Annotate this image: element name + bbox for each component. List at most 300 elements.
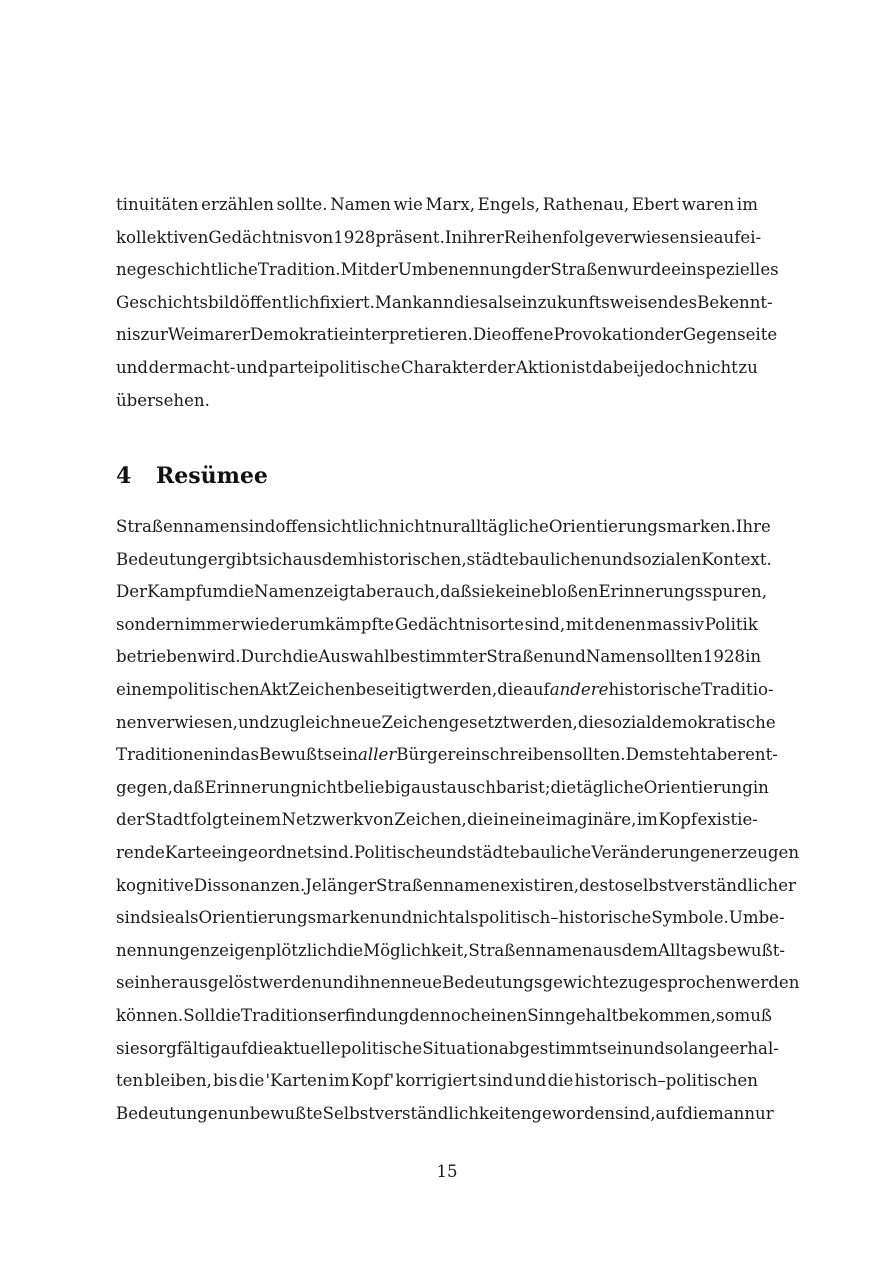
text-line xyxy=(116,1033,779,1066)
word: alltägliche xyxy=(460,517,549,536)
word: Umbe- xyxy=(728,908,785,928)
word: die xyxy=(215,1005,241,1025)
word: sich xyxy=(258,549,293,569)
word: bestimmter xyxy=(389,647,487,667)
word: beliebig xyxy=(343,777,412,797)
section-heading xyxy=(116,456,268,496)
text-line xyxy=(116,385,758,418)
word: historischen, xyxy=(357,549,467,569)
word: ein xyxy=(671,260,697,280)
word: einen xyxy=(480,1005,528,1025)
word: sollten xyxy=(646,647,703,667)
word: ei- xyxy=(740,227,762,247)
word: zur xyxy=(140,325,168,345)
word: abgestimmt xyxy=(498,1038,599,1058)
word: zugleich xyxy=(269,712,341,732)
word: und xyxy=(601,549,634,569)
word: erzeugen xyxy=(720,842,800,862)
word: existie- xyxy=(697,810,758,830)
word: zukunftsweisendes xyxy=(537,292,698,312)
word: von xyxy=(303,227,334,247)
word: wieder xyxy=(240,614,298,634)
word: Traditio- xyxy=(701,679,774,699)
word: offene xyxy=(501,325,554,345)
word: Durch xyxy=(240,647,293,667)
word: lange xyxy=(683,1038,730,1058)
word: aus xyxy=(592,940,622,960)
text-line xyxy=(116,641,762,674)
word: nur xyxy=(744,1103,774,1123)
word: der xyxy=(521,260,551,280)
word: auf xyxy=(220,1038,248,1058)
word: Reihenfolge xyxy=(503,227,605,247)
word: daß xyxy=(172,777,205,797)
word: Aktion xyxy=(515,357,571,377)
word: steht xyxy=(664,745,707,765)
text-line xyxy=(116,222,762,255)
word: massiv xyxy=(646,614,705,634)
word: nis xyxy=(116,325,141,345)
word: Kampf xyxy=(147,582,202,602)
word: städtebaulichen xyxy=(466,549,602,569)
word: so xyxy=(664,1038,684,1058)
word: Kopf' xyxy=(350,1071,395,1091)
word: erzählen xyxy=(201,195,274,214)
text-line xyxy=(116,609,758,642)
text-line xyxy=(116,287,773,320)
word: Kontext. xyxy=(701,549,772,569)
word: auch, xyxy=(394,582,440,602)
word: unbewußte xyxy=(228,1103,323,1123)
word: Dissonanzen. xyxy=(193,875,306,895)
word: In xyxy=(444,227,463,247)
word: Erinnerungsspuren, xyxy=(598,582,768,602)
word: Umbenennung xyxy=(397,260,522,280)
word: nicht xyxy=(695,357,738,377)
word: austauschbar xyxy=(411,777,525,797)
word: sind xyxy=(478,1071,514,1091)
word: Demokratie xyxy=(250,325,349,345)
word: geschichtliche xyxy=(136,260,258,280)
word: gegen, xyxy=(116,777,173,797)
word: dem xyxy=(321,549,358,569)
word: Politische xyxy=(354,842,436,862)
word: Auswahl xyxy=(318,647,390,667)
word: Mit xyxy=(340,260,370,280)
text-line xyxy=(116,511,771,544)
word: Bewußtsein xyxy=(259,745,359,765)
word: Sinngehalt xyxy=(527,1005,619,1025)
text-line xyxy=(116,739,778,772)
word: Gegenseite xyxy=(682,325,778,345)
word: und xyxy=(321,973,354,993)
word: umkämpfte xyxy=(298,614,395,634)
word: einem xyxy=(229,810,282,830)
word: in xyxy=(493,810,510,830)
word: Straßen xyxy=(550,260,618,280)
word: dies xyxy=(453,292,489,312)
word: ist; xyxy=(524,777,551,797)
section-number: 4 xyxy=(116,463,132,489)
word: Weimarer xyxy=(167,325,251,345)
word: Charakter xyxy=(400,357,487,377)
word: muß xyxy=(734,1005,773,1025)
word: 'Karten xyxy=(265,1071,328,1091)
word: Orientierungsmarken. xyxy=(548,517,736,536)
text-line xyxy=(116,674,774,707)
word: von xyxy=(363,810,394,830)
word: historische xyxy=(608,679,702,699)
word: können. xyxy=(116,1005,184,1025)
word: und xyxy=(237,712,270,732)
word: sollten. xyxy=(563,745,626,765)
word: Situation xyxy=(422,1038,499,1058)
word: Engels, xyxy=(477,195,541,214)
word: der xyxy=(148,357,177,377)
word: ten xyxy=(116,1071,144,1091)
word: Stadt xyxy=(144,810,191,830)
word: rende xyxy=(116,842,165,862)
word: politischen xyxy=(167,679,260,699)
text-line xyxy=(116,902,785,935)
word: kollektiven xyxy=(116,227,209,247)
word: nen xyxy=(116,712,148,732)
word: tinuitäten xyxy=(116,195,199,214)
word: Provokation xyxy=(553,325,655,345)
text-line xyxy=(116,837,800,870)
word: werden xyxy=(258,973,322,993)
word: interpretieren. xyxy=(348,325,473,345)
word: und xyxy=(235,357,268,377)
word: Soll xyxy=(183,1005,216,1025)
word: politisch–historische xyxy=(478,908,652,928)
word: Erinnerung xyxy=(204,777,301,797)
word: man xyxy=(708,1103,745,1123)
word: zeigen xyxy=(210,940,266,960)
word: auf xyxy=(713,227,741,247)
word: werden, xyxy=(428,679,498,699)
word: in xyxy=(213,745,230,765)
word: und xyxy=(553,647,586,667)
word: wie xyxy=(393,195,423,214)
word: Traditionen xyxy=(116,745,214,765)
word: der xyxy=(369,260,398,280)
word: aber xyxy=(706,745,746,765)
word: nennungen xyxy=(116,940,211,960)
word: der xyxy=(654,325,683,345)
word: eingeordnet xyxy=(211,842,314,862)
word: die xyxy=(337,940,364,960)
text-line xyxy=(116,772,769,805)
word: aber xyxy=(355,582,395,602)
text-line xyxy=(116,352,758,385)
word: Orientierungsmarken xyxy=(198,908,381,928)
word: werden, xyxy=(509,712,578,732)
word: tägliche xyxy=(576,777,644,797)
word: Orientierung xyxy=(643,777,753,797)
word: Kopf xyxy=(658,810,698,830)
text-line xyxy=(116,1098,774,1131)
word: betrieben xyxy=(116,647,198,667)
word: werden xyxy=(736,973,800,993)
word: Straßen xyxy=(486,647,554,667)
word: existiren, xyxy=(500,875,580,895)
word: Zeichen, xyxy=(394,810,467,830)
word: Straßennamen xyxy=(376,875,501,895)
word: 1928 xyxy=(702,647,746,667)
word: jedoch xyxy=(639,357,695,377)
word: öffentlich xyxy=(239,292,320,312)
word: die xyxy=(467,810,493,830)
word: kognitive xyxy=(116,875,194,895)
word: Traditionserfindung xyxy=(240,1005,410,1025)
word: die xyxy=(247,1038,274,1058)
word: spezielles xyxy=(696,260,779,280)
word: sie xyxy=(690,227,714,247)
word: Akt xyxy=(259,679,289,699)
word: imaginäre, xyxy=(545,810,637,830)
word: und xyxy=(116,357,148,377)
text-line xyxy=(116,319,778,352)
word: und xyxy=(632,1038,665,1058)
word: fixiert. xyxy=(319,292,375,312)
word: parteipolitische xyxy=(268,357,401,377)
word: gesetzt xyxy=(448,712,510,732)
word: einschreiben xyxy=(455,745,564,765)
word: geworden xyxy=(531,1103,616,1123)
word: ihrer xyxy=(462,227,504,247)
word: der xyxy=(486,357,516,377)
word: Bedeutungsgewichte xyxy=(442,973,619,993)
word: sind xyxy=(116,908,152,928)
word: mit xyxy=(565,614,594,634)
word: sozialen xyxy=(633,549,702,569)
word: Rathenau, xyxy=(542,195,630,214)
word: aus xyxy=(292,549,322,569)
word: keine xyxy=(495,582,541,602)
paragraph-resumee xyxy=(116,511,800,1130)
word: Die xyxy=(472,325,502,345)
word: ne xyxy=(116,260,137,280)
word: einem xyxy=(116,679,168,699)
word: die xyxy=(682,1103,708,1123)
word: sondern xyxy=(116,614,185,634)
text-line xyxy=(116,870,796,903)
word: zu xyxy=(738,357,758,377)
word: desto xyxy=(579,875,625,895)
word: Namen xyxy=(330,195,391,214)
word: erhal- xyxy=(729,1038,779,1058)
word: Bekennt- xyxy=(697,292,773,312)
word: denen xyxy=(594,614,646,634)
word: Gedächtnisorte xyxy=(394,614,524,634)
word: die xyxy=(292,647,319,667)
word: eine xyxy=(509,810,546,830)
word: Namen xyxy=(585,647,647,667)
word: die xyxy=(547,1071,574,1091)
word: Tradition. xyxy=(257,260,341,280)
word: sind. xyxy=(313,842,355,862)
emphasized-word: andere xyxy=(549,679,609,699)
word: sie xyxy=(151,908,175,928)
word: sozialdemokratische xyxy=(603,712,776,732)
word: Bedeutung xyxy=(116,549,208,569)
word: und xyxy=(380,908,413,928)
word: so xyxy=(715,1005,735,1025)
page-number: 15 xyxy=(436,1162,458,1181)
word: Namen xyxy=(254,582,315,602)
word: Zeichen xyxy=(381,712,449,732)
word: herausgelöst xyxy=(150,973,259,993)
word: die xyxy=(550,777,577,797)
word: in xyxy=(752,777,769,797)
word: sie xyxy=(471,582,496,602)
paragraph-continuation xyxy=(116,189,779,417)
word: Dem xyxy=(625,745,665,765)
word: um xyxy=(201,582,229,602)
text-line xyxy=(116,935,785,968)
word: die xyxy=(228,582,255,602)
word: die xyxy=(497,679,523,699)
word: ergibt xyxy=(207,549,259,569)
word: Ihre xyxy=(735,517,771,536)
text-line xyxy=(116,967,800,1000)
word: Möglichkeit, xyxy=(363,940,469,960)
word: Geschichtsbild xyxy=(116,292,240,312)
word: Karte xyxy=(164,842,212,862)
word: folgt xyxy=(190,810,230,830)
word: städtebauliche xyxy=(467,842,592,862)
word: Der xyxy=(116,582,148,602)
word: neue xyxy=(401,973,443,993)
word: wurde xyxy=(617,260,672,280)
text-line xyxy=(116,189,758,222)
word: nicht xyxy=(412,908,455,928)
word: wird. xyxy=(197,647,241,667)
emphasized-word: aller xyxy=(358,745,397,765)
word: Gedächtnis xyxy=(208,227,304,247)
word: ent- xyxy=(745,745,778,765)
text-line xyxy=(116,1000,773,1033)
word: sollte. xyxy=(276,195,328,214)
word: dabei xyxy=(592,357,639,377)
word: Veränderungen xyxy=(591,842,721,862)
word: als xyxy=(454,908,479,928)
word: selbstverständlicher xyxy=(624,875,796,895)
word: bekommen, xyxy=(618,1005,716,1025)
word: dem xyxy=(621,940,658,960)
word: offensichtlich xyxy=(275,517,389,536)
word: Netzwerk xyxy=(281,810,364,830)
word: in xyxy=(745,647,762,667)
word: macht- xyxy=(177,357,236,377)
word: Straßennamen xyxy=(468,940,593,960)
section-title: Resümee xyxy=(156,463,268,489)
word: Man xyxy=(374,292,413,312)
word: Straßennamen xyxy=(116,517,241,536)
word: und xyxy=(435,842,468,862)
word: auf xyxy=(655,1103,683,1123)
word: übersehen. xyxy=(116,390,210,410)
word: Selbstverständlichkeiten xyxy=(322,1103,532,1123)
word: politische xyxy=(340,1038,423,1058)
word: im xyxy=(328,1071,350,1091)
word: 1928 xyxy=(333,227,376,247)
text-line xyxy=(116,707,776,740)
word: Zeichen xyxy=(288,679,356,699)
word: bis xyxy=(213,1071,238,1091)
word: immer xyxy=(185,614,240,634)
text-line xyxy=(116,544,772,577)
word: ist xyxy=(571,357,592,377)
word: neue xyxy=(340,712,382,732)
word: verwiesen xyxy=(604,227,690,247)
word: sein xyxy=(116,973,151,993)
word: kann xyxy=(412,292,454,312)
word: Alltagsbewußt- xyxy=(657,940,785,960)
word: ein xyxy=(511,292,538,312)
word: Ebert xyxy=(631,195,680,214)
word: länger xyxy=(321,875,377,895)
word: Bedeutungen xyxy=(116,1103,229,1123)
word: beseitigt xyxy=(355,679,429,699)
word: zugesprochen xyxy=(618,973,737,993)
text-line xyxy=(116,804,758,837)
word: sind, xyxy=(615,1103,656,1123)
word: dennoch xyxy=(409,1005,481,1025)
text-line xyxy=(116,1065,758,1098)
word: sind xyxy=(240,517,276,536)
word: waren xyxy=(681,195,735,214)
word: Je xyxy=(305,875,322,895)
word: auf xyxy=(522,679,550,699)
word: Bürger xyxy=(396,745,456,765)
word: bleiben, xyxy=(144,1071,212,1091)
word: ihnen xyxy=(353,973,402,993)
word: als xyxy=(174,908,199,928)
word: zeigt xyxy=(314,582,356,602)
word: präsent. xyxy=(375,227,445,247)
word: im xyxy=(636,810,658,830)
word: sorgfältig xyxy=(139,1038,221,1058)
word: sie xyxy=(116,1038,140,1058)
word: sind, xyxy=(524,614,566,634)
word: der xyxy=(116,810,145,830)
word: Symbole. xyxy=(651,908,729,928)
text-line xyxy=(116,576,768,609)
word: das xyxy=(229,745,260,765)
word: Politik xyxy=(704,614,758,634)
word: historisch–politischen xyxy=(574,1071,758,1091)
word: nur xyxy=(431,517,461,536)
word: die xyxy=(238,1071,265,1091)
word: Marx, xyxy=(425,195,475,214)
word: daß xyxy=(440,582,472,602)
word: plötzlich xyxy=(265,940,338,960)
word: bloßen xyxy=(540,582,599,602)
word: und xyxy=(514,1071,547,1091)
word: die xyxy=(577,712,604,732)
word: verwiesen, xyxy=(147,712,238,732)
word: nicht xyxy=(300,777,344,797)
word: sein xyxy=(598,1038,633,1058)
word: korrigiert xyxy=(395,1071,477,1091)
word: als xyxy=(488,292,512,312)
word: nicht xyxy=(388,517,432,536)
word: aktuelle xyxy=(273,1038,341,1058)
text-line xyxy=(116,254,779,287)
word: im xyxy=(736,195,758,214)
